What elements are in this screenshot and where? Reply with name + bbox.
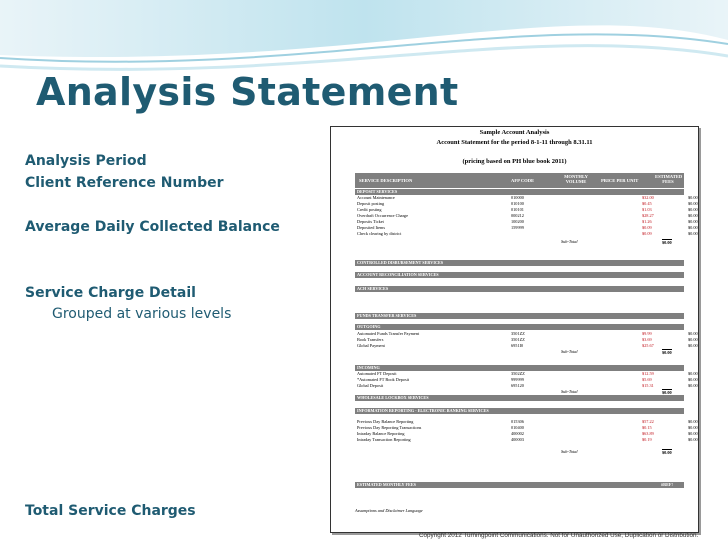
subtotal-value: $0.00 <box>662 350 672 355</box>
estimated-fee-cell: $0.00 <box>688 231 698 236</box>
subtotal-label: Sub-Total <box>561 239 578 244</box>
table-row <box>355 437 698 443</box>
section-incoming: INCOMING <box>355 365 684 371</box>
doc-pricing-note: (pricing based on PH blue book 2011) <box>462 158 567 165</box>
afp-code-cell: 3501ZZ <box>511 331 525 336</box>
price-per-unit-cell: $12.59 <box>642 371 654 376</box>
afp-code-cell: 010100 <box>511 201 524 206</box>
service-description-cell: Check clearing by district <box>357 231 402 236</box>
service-description-cell: Automated Funds Transfer Payment <box>357 331 420 336</box>
estimated-fee-cell: $0.00 <box>688 419 698 424</box>
service-description-cell: Intraday Transaction Reporting <box>357 437 411 442</box>
price-per-unit-cell: $5.69 <box>642 377 652 382</box>
section-controlled-disbursement: CONTROLLED DISBURSEMENT SERVICES <box>355 260 684 266</box>
service-description-cell: Previous Day Balance Reporting <box>357 419 414 424</box>
afp-code-cell: 015306 <box>511 419 524 424</box>
price-per-unit-cell: $1.03 <box>642 207 652 212</box>
service-description-cell: Credit posting <box>357 207 382 212</box>
service-description-cell: Intraday Balance Reporting <box>357 431 405 436</box>
price-per-unit-cell: $3.69 <box>642 337 652 342</box>
col-monthly-volume: MONTHLY VOLUME <box>564 174 588 184</box>
estimated-label: ESTIMATED MONTHLY FEES <box>357 482 416 487</box>
table-row <box>355 343 698 349</box>
estimated-fee-cell: $0.00 <box>688 437 698 442</box>
afp-code-cell: 159999 <box>511 225 524 230</box>
afp-code-cell: 400002 <box>511 431 524 436</box>
estimated-fee-cell: $0.00 <box>688 431 698 436</box>
doc-period: Account Statement for the period 8-1-11 through 8.31.11 <box>436 139 593 146</box>
estimated-fee-cell: $0.00 <box>688 219 698 224</box>
table-row <box>355 383 698 389</box>
estimated-ref-value: #REF! <box>661 482 673 487</box>
service-description-cell: Account Maintenance <box>357 195 395 200</box>
service-description-cell: Overdraft Occurrence Charge <box>357 213 408 218</box>
subtotal-label: Sub-Total <box>561 389 578 394</box>
service-charge-detail-label: Service Charge Detail <box>25 285 196 301</box>
afp-code-cell: 695120 <box>511 383 524 388</box>
afp-code-cell: 010400 <box>511 425 524 430</box>
section-ach-services: ACH SERVICES <box>355 286 684 292</box>
estimated-fee-cell: $0.00 <box>688 371 698 376</box>
total-service-charges-label: Total Service Charges <box>25 503 196 519</box>
grouped-levels-label: Grouped at various levels <box>52 306 232 322</box>
col-service-description: SERVICE DESCRIPTION <box>359 178 413 183</box>
assumptions-note: Assumptions and Disclaimer Language <box>355 508 423 513</box>
afp-code-cell: 000212 <box>511 213 524 218</box>
afp-code-cell: 3502ZZ <box>511 371 525 376</box>
service-description-cell: Book Transfers <box>357 337 384 342</box>
analysis-period-label: Analysis Period <box>25 153 147 169</box>
afp-code-cell: 6951I0 <box>511 343 524 348</box>
subtotal-label: Sub-Total <box>561 349 578 354</box>
price-per-unit-cell: $0.45 <box>642 201 652 206</box>
price-per-unit-cell: $25.67 <box>642 343 654 348</box>
client-reference-label: Client Reference Number <box>25 175 224 191</box>
service-description-cell: Previous Day Reporting Transactions <box>357 425 422 430</box>
service-description-cell: Deposited Items <box>357 225 386 230</box>
section-funds-transfer: FUNDS TRANSFER SERVICES <box>355 313 684 319</box>
copyright-notice: Copyright 2012 Turningpoint Communications. Not for Unauthorized Use, Duplication or Distribution. <box>419 532 699 539</box>
col-estimated-fees: ESTIMATED FEES <box>655 174 683 184</box>
afp-code-cell: 010101 <box>511 207 524 212</box>
section-outgoing: OUTGOING <box>355 324 684 330</box>
afp-code-cell: 999999 <box>511 377 524 382</box>
table-row <box>355 231 698 237</box>
afp-code-cell: 010000 <box>511 195 524 200</box>
subtotal-value: $0.00 <box>662 390 672 395</box>
subtotal-label: Sub-Total <box>561 449 578 454</box>
price-per-unit-cell: $57.22 <box>642 419 654 424</box>
price-per-unit-cell: $63.89 <box>642 431 654 436</box>
account-statement-document <box>330 126 699 533</box>
section-account-reconciliation: ACCOUNT RECONCILIATION SERVICES <box>355 272 684 278</box>
col-afp-code: AFP CODE <box>511 178 535 183</box>
service-description-cell: Deposits Ticket <box>357 219 384 224</box>
col-price-per-unit: PRICE PER UNIT <box>601 178 639 183</box>
doc-heading: Sample Account Analysis <box>479 129 550 136</box>
price-per-unit-cell: $0.15 <box>642 425 652 430</box>
price-per-unit-cell: $32.00 <box>642 195 654 200</box>
estimated-fee-cell: $0.00 <box>688 383 698 388</box>
section-wholesale-lockbox: WHOLESALE LOCKBOX SERVICES <box>355 395 684 401</box>
service-description-cell: Global Deposit <box>357 383 384 388</box>
price-per-unit-cell: $0.09 <box>642 231 652 236</box>
price-per-unit-cell: $28.27 <box>642 213 654 218</box>
service-description-cell: Deposit posting <box>357 201 385 206</box>
service-description-cell: *Automated FT Book Deposit <box>357 377 410 382</box>
average-balance-label: Average Daily Collected Balance <box>25 219 280 235</box>
price-per-unit-cell: $0.09 <box>642 225 652 230</box>
price-per-unit-cell: $15.31 <box>642 383 654 388</box>
afp-code-cell: 400003 <box>511 437 524 442</box>
estimated-fee-cell: $0.00 <box>688 425 698 430</box>
subtotal-value: $0.00 <box>662 240 672 245</box>
estimated-fee-cell: $0.00 <box>688 195 698 200</box>
estimated-fee-cell: $0.00 <box>688 337 698 342</box>
estimated-fee-cell: $0.00 <box>688 213 698 218</box>
estimated-fee-cell: $0.00 <box>688 201 698 206</box>
section-information-reporting: INFORMATION REPORTING - ELECTRONIC BANKING SERVICES <box>355 408 684 414</box>
price-per-unit-cell: $0.19 <box>642 437 652 442</box>
section-deposit-services: DEPOSIT SERVICES <box>355 189 684 195</box>
estimated-fee-cell: $0.00 <box>688 207 698 212</box>
estimated-fee-cell: $0.00 <box>688 225 698 230</box>
price-per-unit-cell: $1.26 <box>642 219 652 224</box>
estimated-fee-cell: $0.00 <box>688 377 698 382</box>
price-per-unit-cell: $9.99 <box>642 331 652 336</box>
page-title: Analysis Statement <box>36 70 459 114</box>
section-estimated-monthly-fees <box>355 482 684 488</box>
afp-code-cell: 100200 <box>511 219 524 224</box>
subtotal-value: $0.00 <box>662 450 672 455</box>
service-description-cell: Automated FT Deposit <box>357 371 397 376</box>
service-description-cell: Global Payment <box>357 343 385 348</box>
estimated-fee-cell: $0.00 <box>688 343 698 348</box>
estimated-fee-cell: $0.00 <box>688 331 698 336</box>
table-header <box>355 173 684 188</box>
afp-code-cell: 3501ZZ <box>511 337 525 342</box>
